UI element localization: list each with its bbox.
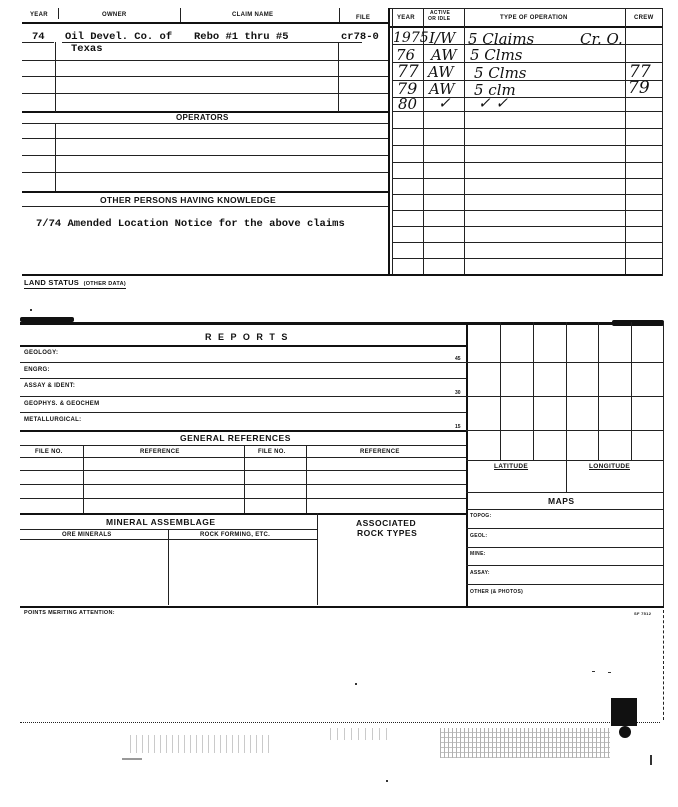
scan-speck [355, 683, 357, 685]
scan-smudge [612, 320, 664, 326]
row-rule [392, 128, 662, 129]
form-number: SF 7512 [634, 611, 652, 616]
grid-row [466, 396, 663, 397]
section-rule [20, 322, 664, 325]
row-rule [392, 226, 662, 227]
maps-title: MAPS [548, 496, 575, 506]
metallurgical-label: METALLURGICAL: [24, 417, 82, 423]
grid-row [466, 430, 663, 431]
year-header: YEAR [30, 12, 48, 18]
grid-row [466, 547, 663, 548]
row-rule [392, 162, 662, 163]
row-rule [20, 345, 466, 347]
entry-owner-line1: Oil Devel. Co. of [65, 31, 173, 43]
land-status-label: LAND STATUS [24, 278, 80, 287]
file-header: FILE [356, 15, 371, 21]
row-rule [22, 206, 390, 207]
file-no-header-1: FILE NO. [35, 449, 63, 455]
col-rule [388, 8, 390, 276]
row-rule [20, 498, 466, 499]
row-rule [392, 111, 662, 112]
col-rule [392, 8, 393, 276]
rock-forming-header: ROCK FORMING, ETC. [200, 532, 271, 538]
col-rule [423, 8, 424, 276]
activity-operation: ✓ ✓ [478, 94, 508, 112]
col-rule [55, 123, 56, 191]
latitude-label: LATITUDE [494, 463, 529, 470]
grid-col [663, 322, 664, 608]
activity-operation: 5 Claims [468, 30, 535, 48]
scan-speck [592, 671, 595, 672]
grid-row [466, 460, 663, 461]
row-rule [20, 378, 466, 379]
scan-speck [30, 309, 32, 311]
file-no-header-2: FILE NO. [258, 449, 286, 455]
header-rule-left [22, 22, 390, 24]
header-rule-right [390, 26, 662, 28]
grid-col [533, 322, 534, 460]
row-rule [22, 93, 390, 94]
row-rule [20, 430, 466, 432]
other-persons-note: 7/74 Amended Location Notice for the above claims [36, 218, 345, 230]
col-rule [83, 445, 84, 513]
active-header-line2: OR IDLE [428, 16, 451, 22]
other-photos-label: OTHER (& PHOTOS) [470, 589, 524, 595]
scan-noise [440, 728, 610, 758]
col-rule [625, 8, 626, 276]
activity-year: 77 [397, 62, 419, 82]
geology-label: GEOLOGY: [24, 350, 59, 356]
active-header-line1: ACTIVE [430, 10, 451, 16]
scale-45: 45 [455, 356, 461, 362]
scan-smudge [611, 698, 637, 726]
row-rule [392, 178, 662, 179]
geophys-label: GEOPHYS. & GEOCHEM [24, 401, 100, 407]
claim-name-header: CLAIM NAME [232, 12, 274, 18]
row-rule [20, 412, 466, 413]
reports-title: R E P O R T S [205, 332, 290, 342]
row-rule [22, 138, 390, 139]
row-rule [392, 242, 662, 243]
activity-status: I/W [429, 29, 456, 47]
row-rule [392, 258, 662, 259]
scan-speck [608, 672, 611, 673]
row-rule [392, 210, 662, 211]
scan-speck [122, 758, 142, 760]
entry-year: 74 [32, 31, 45, 43]
operators-label: OPERATORS [176, 113, 229, 122]
activity-year: 80 [398, 95, 418, 113]
header-tick [339, 8, 340, 22]
activity-crew: 77 [629, 62, 651, 82]
row-rule [62, 42, 362, 43]
row-rule [392, 145, 662, 146]
section-rule [20, 606, 664, 608]
activity-status: ✓ [438, 94, 451, 112]
header-rule-top-right [390, 8, 662, 9]
geol-label: GEOL: [470, 533, 488, 539]
grid-col [500, 322, 501, 460]
col-rule [306, 445, 307, 513]
row-rule [20, 470, 466, 471]
other-persons-label: OTHER PERSONS HAVING KNOWLEDGE [100, 195, 277, 205]
row-rule [22, 123, 390, 124]
entry-claim-name: Rebo #1 thru #5 [194, 31, 289, 43]
col-rule [317, 513, 318, 605]
activity-operation: 5 Clms [474, 64, 527, 82]
reference-header-2: REFERENCE [360, 449, 400, 455]
scan-speck [386, 780, 388, 782]
scan-edge [20, 722, 660, 723]
associated-label-1: ASSOCIATED [356, 518, 417, 528]
activity-operation: 5 Clms [470, 46, 523, 64]
land-status-sub: (OTHER DATA) [83, 281, 127, 287]
assay-label: ASSAY & IDENT: [24, 383, 76, 389]
assay-map-label: ASSAY: [470, 570, 490, 576]
activity-status: AW [428, 63, 454, 81]
grid-col [631, 322, 632, 460]
points-meriting-attention-label: POINTS MERITING ATTENTION: [24, 610, 115, 616]
type-of-operation-header: TYPE OF OPERATION [500, 15, 568, 21]
scan-edge [663, 610, 664, 720]
row-rule [22, 191, 390, 193]
activity-crew: 79 [628, 78, 650, 98]
general-references-title: GENERAL REFERENCES [180, 433, 291, 443]
row-rule [392, 194, 662, 195]
row-rule [22, 42, 54, 43]
grid-row [466, 584, 663, 585]
activity-year: 1975 [393, 30, 429, 46]
grid-row [466, 528, 663, 529]
mine-label: MINE: [470, 551, 486, 557]
header-tick [58, 8, 59, 19]
associated-label-2: ROCK TYPES [357, 528, 418, 538]
scan-smudge [20, 317, 74, 322]
col-rule [464, 8, 465, 276]
row-rule [22, 60, 390, 61]
row-rule [20, 362, 466, 363]
engrg-label: ENGRG: [24, 367, 50, 373]
col-rule [662, 8, 663, 276]
row-rule [20, 513, 466, 515]
topog-label: TOPOG: [470, 513, 492, 519]
grid-row [466, 509, 663, 510]
grid-col [566, 322, 567, 492]
scale-30: 30 [455, 390, 461, 396]
activity-note: Cr. O. [580, 30, 623, 48]
grid-row [466, 565, 663, 566]
land-status-heading [24, 276, 126, 289]
activity-year: 76 [396, 46, 416, 64]
scale-15: 15 [455, 424, 461, 430]
owner-header: OWNER [102, 12, 127, 18]
header-tick [180, 8, 181, 22]
row-rule [22, 155, 390, 156]
mineral-assemblage-title: MINERAL ASSEMBLAGE [106, 517, 216, 527]
activity-operation: 5 clm [474, 81, 516, 99]
row-rule [20, 457, 466, 458]
scan-speck [650, 755, 652, 765]
activity-status: AW [429, 80, 455, 98]
activity-year: 79 [397, 79, 418, 98]
col-rule [168, 529, 169, 605]
year2-header: YEAR [397, 15, 415, 21]
row-rule [20, 484, 466, 485]
row-rule [20, 396, 466, 397]
scan-noise [330, 728, 390, 740]
grid-row [466, 362, 663, 363]
grid-row [466, 492, 663, 493]
scan-noise [130, 735, 270, 753]
row-rule [20, 445, 466, 446]
grid-col [598, 322, 599, 460]
crew-header: CREW [634, 15, 654, 21]
row-rule [22, 172, 390, 173]
entry-owner-line2: Texas [71, 43, 103, 55]
entry-file: cr78-0 [341, 31, 379, 43]
reference-header-1: REFERENCE [140, 449, 180, 455]
scan-smudge [619, 726, 631, 738]
row-rule [22, 76, 390, 77]
activity-status: AW [431, 46, 457, 64]
col-rule [244, 445, 245, 513]
ore-minerals-header: ORE MINERALS [62, 532, 112, 538]
longitude-label: LONGITUDE [589, 463, 630, 470]
col-rule [55, 42, 56, 112]
col-rule [338, 42, 339, 112]
